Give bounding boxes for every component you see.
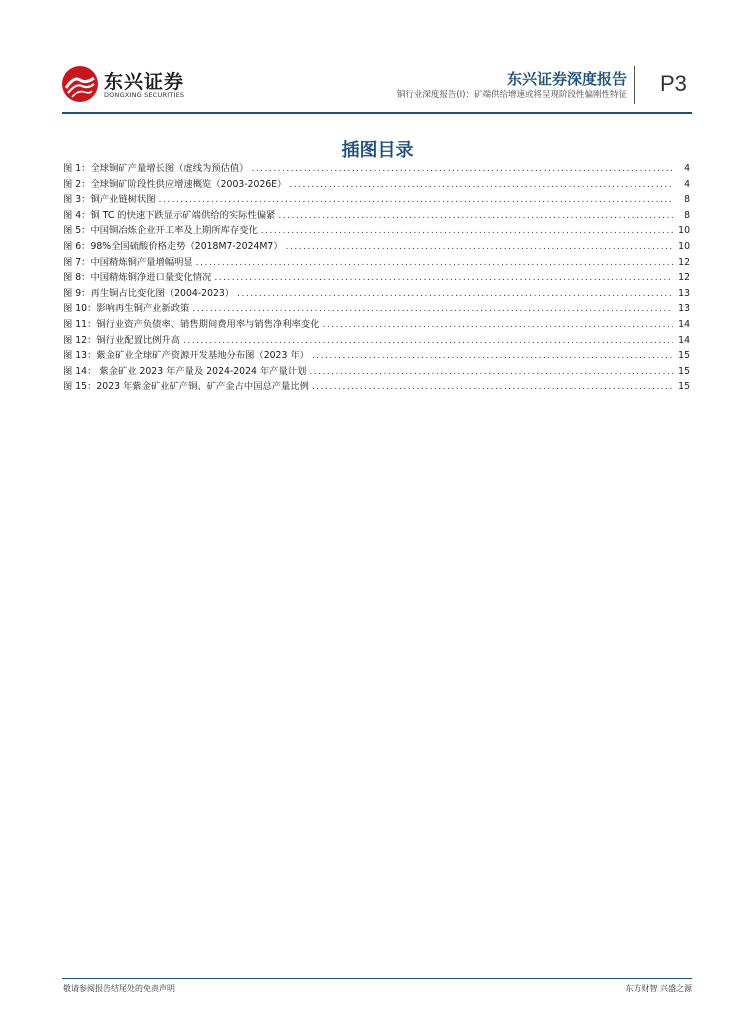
page-number: P3 bbox=[660, 71, 687, 96]
toc-entry-label: 图 9：再生铜占比变化图（2004-2023） bbox=[63, 287, 235, 299]
toc-leader-dots bbox=[312, 351, 673, 361]
toc-entry-page: 13 bbox=[678, 303, 690, 315]
toc-leader-dots bbox=[261, 226, 673, 236]
header-divider bbox=[634, 66, 635, 104]
toc-leader-dots bbox=[192, 304, 673, 314]
toc-entry[interactable] bbox=[63, 160, 690, 176]
toc-entry[interactable] bbox=[63, 316, 690, 332]
toc-entry[interactable] bbox=[63, 238, 690, 254]
logo-text-en: DONGXING SECURITIES bbox=[104, 91, 185, 99]
toc-leader-dots bbox=[214, 273, 673, 283]
toc-entry-label: 图 7：中国精炼铜产量增幅明显 bbox=[63, 256, 193, 268]
report-type: 东兴证券深度报告 bbox=[506, 70, 627, 88]
toc-entry-page: 10 bbox=[678, 225, 690, 237]
toc-entry[interactable] bbox=[63, 269, 690, 285]
toc-entry-label: 图 6：98%全国硫酸价格走势（2018M7-2024M7） bbox=[63, 240, 283, 252]
toc-leader-dots bbox=[278, 211, 673, 221]
toc-entry-label: 图 8：中国精炼铜净进口量变化情况 bbox=[63, 272, 212, 284]
toc-entry-label: 图 10：影响再生铜产业新政策 bbox=[63, 303, 190, 315]
toc-entry-label: 图 15：2023 年紫金矿业矿产铜、矿产金占中国总产量比例 bbox=[63, 381, 309, 393]
toc-entry-label: 图 1：全球铜矿产量增长图（虚线为预估值） bbox=[63, 163, 249, 174]
toc-entry[interactable] bbox=[63, 332, 690, 348]
logo-text-cn: 东兴证券 bbox=[104, 71, 185, 93]
toc-entry-label: 图 13：紫金矿业全球矿产资源开发基地分布图（2023 年） bbox=[63, 350, 309, 362]
toc-entry[interactable] bbox=[63, 207, 690, 223]
toc-entry-page: 13 bbox=[678, 287, 690, 299]
toc-entry-page: 15 bbox=[678, 350, 690, 362]
footer-slogan: 东方财智 兴盛之源 bbox=[625, 984, 692, 993]
toc-title: 插图目录 bbox=[341, 140, 414, 161]
toc-leader-dots bbox=[196, 258, 673, 268]
toc-entry[interactable] bbox=[63, 347, 690, 363]
toc-entry-label: 图 12：铜行业配置比例升高 bbox=[63, 334, 181, 346]
toc-leader-dots bbox=[183, 336, 673, 346]
toc-entry-page: 10 bbox=[678, 240, 690, 252]
toc-entry[interactable] bbox=[63, 363, 690, 379]
toc-entry-page: 4 bbox=[684, 178, 690, 190]
toc-entry-page: 4 bbox=[684, 163, 690, 174]
toc-leader-dots bbox=[289, 180, 673, 190]
toc-entry-page: 15 bbox=[678, 381, 690, 393]
dongxing-logo-icon bbox=[60, 64, 100, 104]
header-rule bbox=[62, 112, 692, 114]
toc-entry-page: 14 bbox=[678, 318, 690, 330]
toc-leader-dots bbox=[323, 320, 673, 330]
toc-entry-label: 图 2：全球铜矿阶段性供应增速概览（2003-2026E） bbox=[63, 178, 287, 190]
toc-entry-label: 图 3：铜产业链树状图 bbox=[63, 194, 156, 206]
toc-entry-label: 图 14： 紫金矿业 2023 年产量及 2024-2024 年产量计划 bbox=[63, 365, 307, 377]
toc-entry[interactable] bbox=[63, 300, 690, 316]
toc-entry[interactable] bbox=[63, 191, 690, 207]
toc-leader-dots bbox=[252, 164, 673, 174]
toc-entry-label: 图 11：铜行业资产负债率、销售期间费用率与销售净利率变化 bbox=[63, 318, 320, 330]
footer-disclaimer: 敬请参阅报告结尾处的免责声明 bbox=[63, 984, 175, 993]
toc-leader-dots bbox=[286, 242, 673, 252]
toc-entry-page: 12 bbox=[678, 272, 690, 284]
company-logo bbox=[60, 64, 190, 104]
toc-entry[interactable] bbox=[63, 378, 690, 394]
toc-entry-page: 15 bbox=[678, 365, 690, 377]
report-subtitle: 铜行业深度报告(I)：矿端供给增速或将呈现阶段性偏刚性特征 bbox=[396, 90, 627, 100]
toc-leader-dots bbox=[159, 195, 673, 205]
toc-entry[interactable] bbox=[63, 176, 690, 192]
toc-entry[interactable] bbox=[63, 254, 690, 270]
toc-entry[interactable] bbox=[63, 222, 690, 238]
toc-leader-dots bbox=[312, 382, 673, 392]
toc-leader-dots bbox=[309, 367, 673, 377]
toc-entry-page: 12 bbox=[678, 256, 690, 268]
toc-entry-page: 8 bbox=[684, 209, 690, 221]
toc-leader-dots bbox=[237, 289, 673, 299]
toc-entry-page: 14 bbox=[678, 334, 690, 346]
toc-entry-page: 8 bbox=[684, 194, 690, 206]
toc-entry-label: 图 4：铜 TC 的快速下跌显示矿端供给的实际性偏紧 bbox=[63, 209, 276, 221]
figure-toc bbox=[63, 160, 690, 394]
toc-entry-label: 图 5：中国铜冶炼企业开工率及上期所库存变化 bbox=[63, 225, 258, 237]
page-header bbox=[0, 0, 755, 120]
toc-entry[interactable] bbox=[63, 285, 690, 301]
footer-rule bbox=[62, 978, 692, 979]
